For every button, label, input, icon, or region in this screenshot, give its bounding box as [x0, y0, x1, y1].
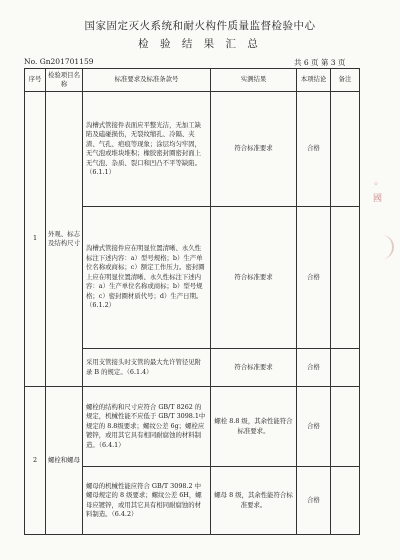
result-cell: 符合标准要求: [211, 349, 297, 387]
group-item-name: 螺栓和螺母: [46, 387, 83, 535]
result-cell: 符合标准要求: [211, 207, 297, 349]
result-cell: 螺栓 8.8 级，其余性能符合标准要求。: [211, 387, 297, 467]
report-title: 检 验 结 果 汇 总: [138, 38, 262, 50]
conclusion-cell: 合格: [297, 467, 331, 535]
requirement-cell: 采用支管接头时支管的最大允许管径见附录 B 的规定。（6.1.4）: [83, 349, 211, 387]
col-header-result: 实测结果: [211, 69, 297, 92]
conclusion-cell: 合格: [297, 349, 331, 387]
result-cell: 符合标准要求: [211, 92, 297, 207]
note-cell: [331, 349, 360, 387]
conclusion-cell: 合格: [297, 92, 331, 207]
requirement-cell: 螺栓的结构和尺寸应符合 GB/T 8262 的规定，机械性能不应低于 GB/T 3098.1中规定的 8.8级要求；螺纹公差 6g；螺栓应镀锌，或用其它具有相同耐腐蚀的材料制造。（6.4.1）: [83, 387, 211, 467]
report-number: No. Gn201701159: [24, 57, 94, 66]
conclusion-cell: 合格: [297, 207, 331, 349]
seal-stamp-arc: [374, 235, 394, 259]
note-cell: [331, 92, 360, 207]
table-row: [25, 92, 360, 207]
note-cell: [331, 387, 360, 467]
group-item-name: 外观、标志及结构尺寸: [46, 92, 83, 387]
col-header-conclusion: 本项结论: [297, 69, 331, 92]
page-info: 共 6 页 第 3 页: [294, 58, 346, 67]
col-header-requirement: 标准要求及标准条款号: [83, 69, 211, 92]
requirement-cell: 沟槽式管接件应在明显位置清晰、永久性标注下述内容：a）型号规格；b）生产单位名称或商标；c）额定工作压力。密封圈上应在明显位置清晰、永久性标注下述内容：a）生产单位名称或商标；b）型号规格；c）密封圈材质代号；d）生产日期。（6.1.2）: [83, 207, 211, 349]
conclusion-cell: 合格: [297, 387, 331, 467]
col-header-item: 检验项目名称: [46, 69, 83, 92]
col-header-seq: 序号: [25, 69, 46, 92]
group-seq: 2: [25, 387, 46, 535]
requirement-cell: 螺母的机械性能应符合 GB/T 3098.2 中螺母规定的 8 级要求；螺纹公差 6H，螺母应镀锌，或用其它具有相同耐腐蚀的材料制造。（6.4.2）: [83, 467, 211, 535]
result-cell: 螺母 8 级，其余性能符合标准要求。: [211, 467, 297, 535]
org-title: 国家固定灭火系统和耐火构件质量监督检验中心: [84, 20, 316, 32]
table-row: [25, 387, 360, 467]
group-seq: 1: [25, 92, 46, 387]
seal-stamp-mark: ◦ 國: [371, 180, 381, 202]
note-cell: [331, 207, 360, 349]
col-header-note: 备注: [331, 69, 360, 92]
requirement-cell: 沟槽式管接件表面应平整光洁，无加工缺陷及磕碰损伤，无裂纹缩孔、冷隔、夹渣、气孔、疤痕等现象；涂层均匀牢固，无气泡或堆块堆积；橡胶密封圈密封面上无气泡、杂质、裂口和凹凸不平等缺陷。（6.1.1）: [83, 92, 211, 207]
results-table: [24, 68, 360, 535]
note-cell: [331, 467, 360, 535]
